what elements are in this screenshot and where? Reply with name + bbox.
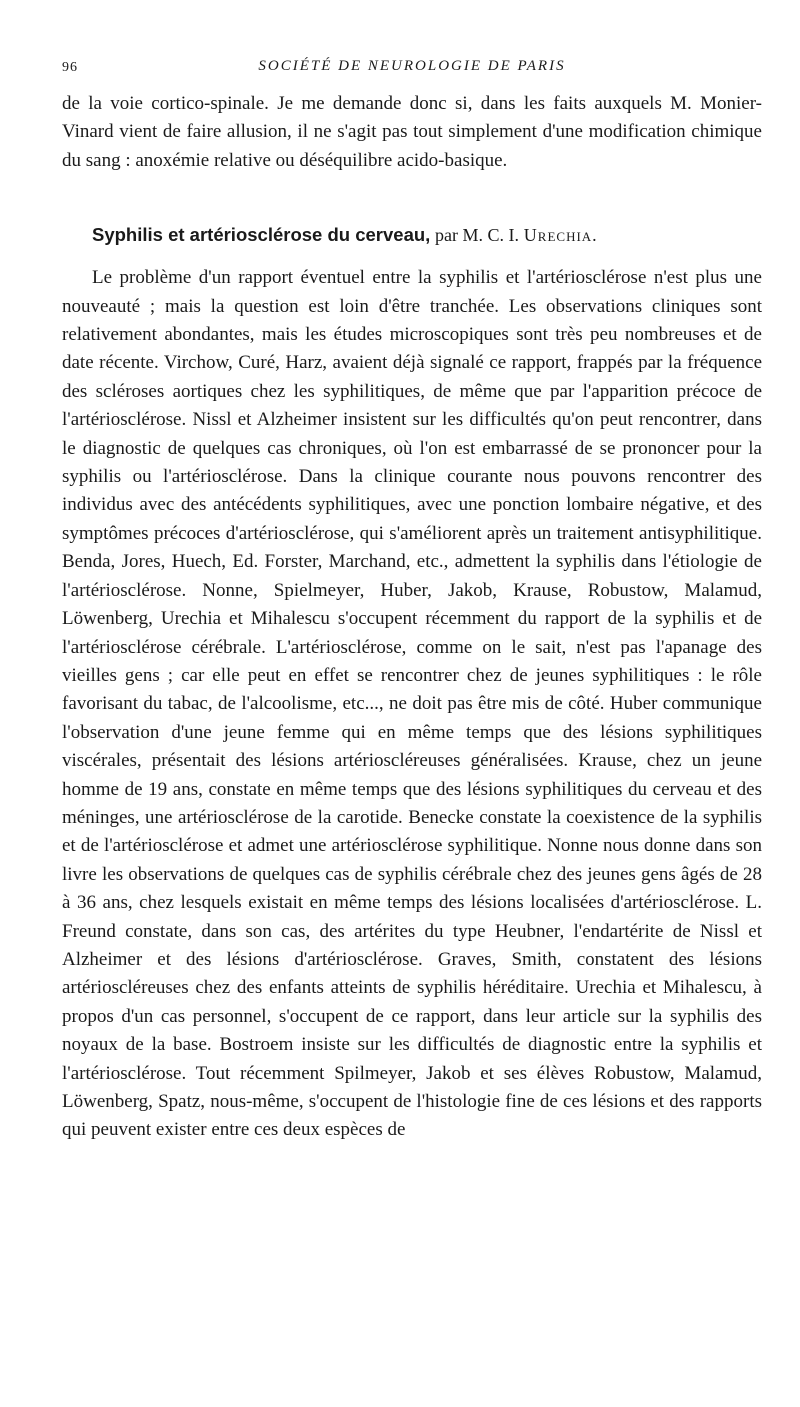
- article-body: Le problème d'un rapport éventuel entre la syphilis et l'artériosclérose n'est plus une nouveauté ; mais la question est loin d'être tranchée. Les observations cliniques sont relativement abondantes, mais les études microscopiques sont très peu nombreuses et de date récente. Virchow, Curé, Harz, avaient déjà signalé ce rapport, frappés par la fréquence des scléroses aortiques chez les syphilitiques, de même que par l'apparition précoce de l'artériosclérose. Nissl et Alzheimer insistent sur les difficultés qu'on peut rencontrer, dans le diagnostic de quelques cas chroniques, où l'on est embarrassé de se prononcer pour la syphilis ou l'artériosclérose. Dans la clinique courante nous pouvons rencontrer des individus avec des antécédents syphilitiques, avec une ponction lombaire négative, et des symptômes précoces d'artériosclérose, qui s'améliorent après un traitement antisyphilitique. Benda, Jores, Huech, Ed. Forster, Marchand, etc., admettent la syphilis dans l'étiologie de l'artériosclérose. Nonne, Spielmeyer, Huber, Jakob, Krause, Robustow, Malamud, Löwenberg, Urechia et Mihalescu s'occupent récemment du rapport de la syphilis et de l'artériosclérose cérébrale. L'artériosclérose, comme on le sait, n'est pas l'apanage des vieilles gens ; car elle peut en effet se rencontrer chez de jeunes syphilitiques : le rôle favorisant du tabac, de l'alcoolisme, etc..., ne doit pas être mis de côté. Huber communique l'observation d'une jeune femme qui en même temps que des lésions syphilitiques viscérales, présentait des lésions artérioscléreuses généralisées. Krause, chez un jeune homme de 19 ans, constate en même temps que des lésions syphilitiques du cerveau et des méninges, une artériosclérose de la carotide. Benecke constate la coexistence de la syphilis et de l'artériosclérose et admet une artériosclérose syphilitique. Nonne nous donne dans son livre les observations de quelques cas de syphilis cérébrale chez des jeunes gens âgés de 28 à 36 ans, chez lesquels existait en même temps des lésions localisées d'artériosclérose. L. Freund constate, dans son cas, des artérites du type Heubner, l'endartérite de Nissl et Alzheimer et des lésions d'artériosclérose. Graves, Smith, constatent des lésions artérioscléreuses chez des enfants atteints de syphilis héréditaire. Urechia et Mihalescu, à propos d'un cas personnel, s'occupent de ce rapport, dans leur article sur la syphilis des noyaux de la base. Bostroem insiste sur les difficultés de diagnostic entre la syphilis et l'artériosclérose. Tout récemment Spilmeyer, Jakob et ses élèves Robustow, Malamud, Löwenberg, Spatz, nous-même, s'occupent de l'histologie fine de ces lésions et des rapports qui peuvent exister entre ces deux espèces de: [62, 267, 762, 1141]
- intro-paragraph: de la voie cortico-spinale. Je me demande donc si, dans les faits auxquels M. Monier-Vinard vient de faire allusion, il ne s'agit pas tout simplement d'une modification chimique du sang : anoxémie relative ou déséquilibre acido-basique.: [62, 93, 762, 171]
- running-header: [62, 58, 762, 84]
- page-number: 96: [62, 60, 78, 75]
- article-author: Urechia.: [523, 225, 598, 246]
- running-title: SOCIÉTÉ DE NEUROLOGIE DE PARIS: [258, 58, 566, 74]
- article-byline: par M. C. I.: [435, 225, 520, 246]
- document-page: [62, 58, 762, 1145]
- article-title: Syphilis et artériosclérose du cerveau,: [92, 224, 431, 246]
- article-heading: [92, 221, 762, 250]
